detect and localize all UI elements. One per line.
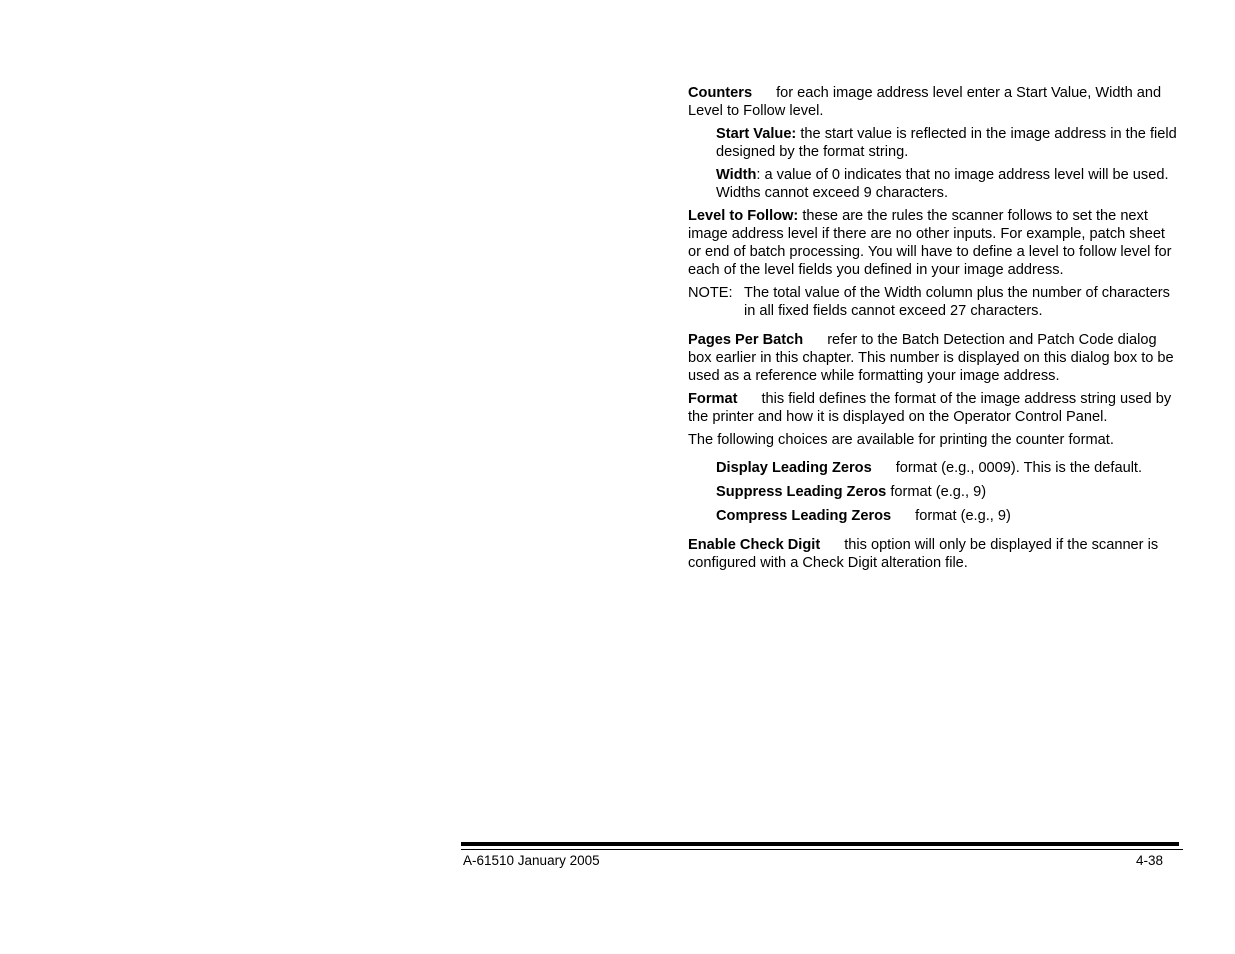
pages-per-batch-paragraph	[688, 331, 1180, 385]
choice-suppress-leading-zeros	[716, 483, 1180, 501]
choice-text: format (e.g., 9)	[915, 508, 1011, 524]
level-to-follow-paragraph	[688, 207, 1180, 279]
counters-text: for each image address level enter a Start Value, Width and Level to Follow level.	[688, 85, 1162, 119]
choice-term: Display Leading Zeros	[716, 460, 872, 476]
footer-page-number: 4-38	[1136, 853, 1164, 868]
format-paragraph	[688, 390, 1180, 426]
start-value-paragraph	[688, 125, 1180, 161]
document-body	[688, 84, 1180, 577]
start-value-term: Start Value:	[716, 126, 797, 142]
note	[688, 284, 1180, 320]
enable-check-digit-paragraph	[688, 536, 1180, 572]
width-term: Width	[716, 167, 757, 183]
footer-rule-thick	[461, 842, 1179, 846]
counters-paragraph	[688, 84, 1180, 120]
choice-text: format (e.g., 9)	[886, 484, 987, 500]
start-value-text: the start value is reflected in the image address in the field designed by the format string.	[716, 126, 1177, 160]
counters-term: Counters	[688, 85, 753, 101]
choice-term: Compress Leading Zeros	[716, 508, 892, 524]
footer-doc-id: A-61510 January 2005	[463, 853, 600, 868]
width-paragraph	[688, 166, 1180, 202]
width-text: : a value of 0 indicates that no image address level will be used. Widths cannot exceed 9 characters.	[716, 167, 1169, 201]
format-text: this field defines the format of the image address string used by the printer and how it is displayed on the Operator Control Panel.	[688, 391, 1172, 425]
pages-per-batch-term: Pages Per Batch	[688, 332, 804, 348]
note-text: The total value of the Width column plus the number of characters in all fixed fields cannot exceed 27 characters.	[744, 285, 1170, 319]
choice-term: Suppress Leading Zeros	[716, 484, 887, 500]
choice-compress-leading-zeros	[716, 507, 1180, 525]
pages-per-batch-text: refer to the Batch Detection and Patch Code dialog box earlier in this chapter. This number is displayed on this dialog box to be used as a reference while formatting your image address.	[688, 332, 1174, 384]
format-term: Format	[688, 391, 738, 407]
enable-check-digit-term: Enable Check Digit	[688, 537, 821, 553]
choice-text: format (e.g., 0009). This is the default.	[895, 460, 1143, 476]
level-to-follow-term: Level to Follow:	[688, 208, 799, 224]
note-label: NOTE:	[688, 285, 733, 301]
format-intro: The following choices are available for printing the counter format.	[688, 432, 1114, 448]
choice-display-leading-zeros	[716, 459, 1180, 477]
enable-check-digit-text: this option will only be displayed if the scanner is configured with a Check Digit alteration file.	[688, 537, 1159, 571]
footer-rule-thin	[461, 849, 1183, 850]
level-to-follow-text: these are the rules the scanner follows to set the next image address level if there are no other inputs. For example, patch sheet or end of batch processing. You will have to define a level to follow level for each of the level fields you defined in your image address.	[688, 208, 1172, 278]
